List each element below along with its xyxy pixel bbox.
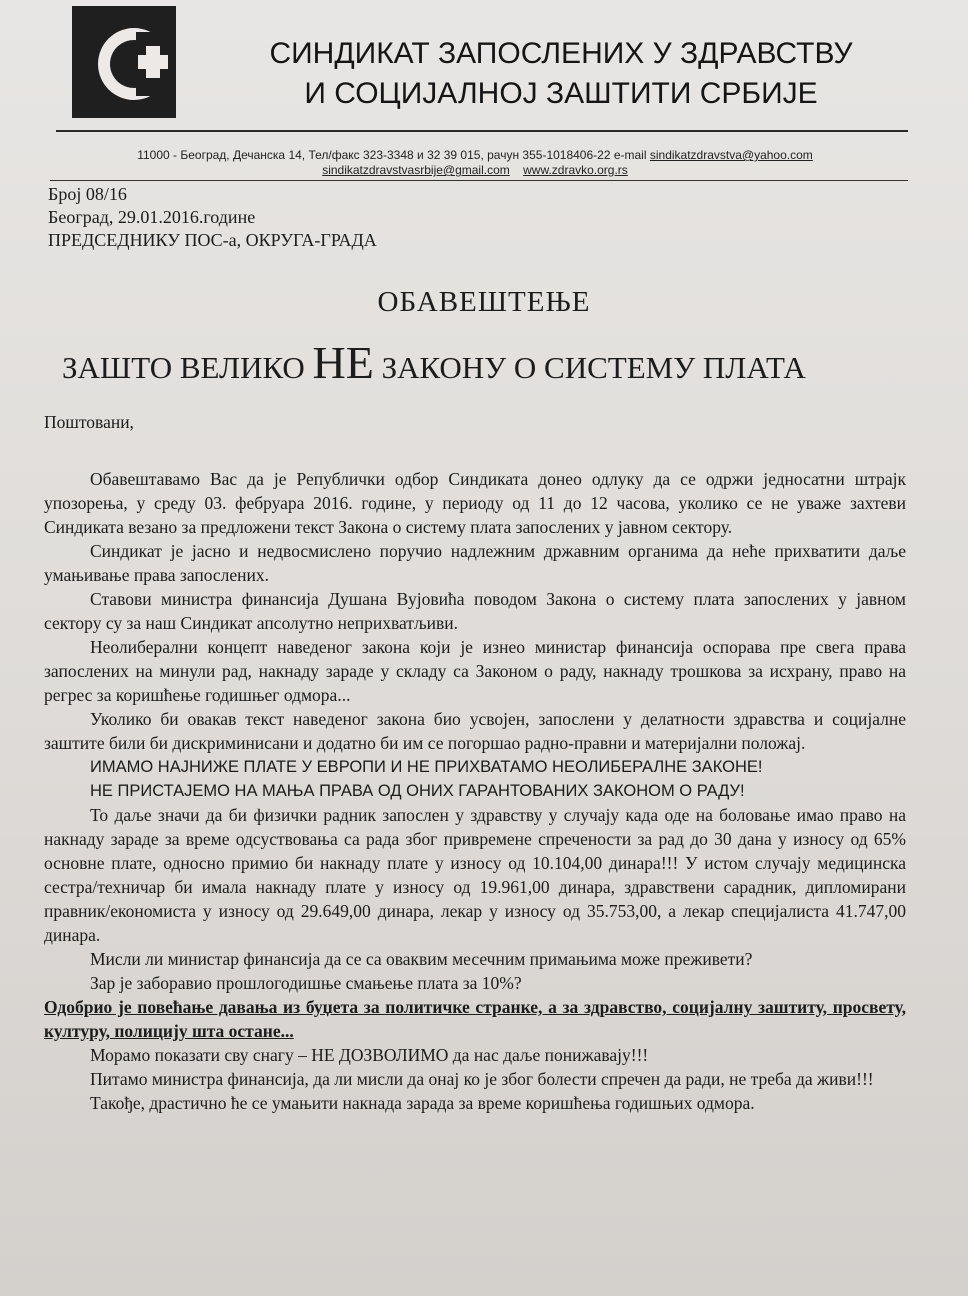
paragraph-7: Мисли ли министар финансија да се са оваквим месечним примањима може преживети? [90, 949, 753, 969]
paragraph-9-emphasis: Одобрио је повећање давања из буџета за политичке странке, а за здравство, социјалну заштиту, просвету, културу, полицију шта остане... [44, 997, 906, 1041]
paragraph-6: То даље значи да би физички радник запослен у здравству у случају када оде на боловање имао право на накнаду зараде за време одсуствовања са рада због привремене спречености за рад до 30 дана у износу од 65% основне плате, односно примио би накнаду плате у износу од 10.104,00 динара!!! У истом случају медицинска сестра/техничар би имала накнаду плате у износу од 19.961,00 динара, здравствени сарадник, дипломирани правник/економиста у износу од 29.649,00 динара, лекар у износу од 35.753,00, а лекар специјалиста 41.747,00 динара. [44, 805, 906, 945]
union-logo-icon [72, 6, 176, 118]
paragraph-11: Питамо министра финансија, да ли мисли да онај ко је због болести спречен да ради, не треба да живи!!! [90, 1069, 874, 1089]
organization-name [236, 34, 886, 114]
paragraph-3: Ставови министра финансија Душана Вујовића поводом Закона о систему плата запослених у јавном сектору су за наш Синдикат апсолутно неприхватљиви. [44, 589, 906, 633]
contact-address: 11000 - Београд, Дечанска 14, Тел/факс 323-3348 и 32 39 015, рачун 355-1018406-22 e-mail [137, 148, 647, 162]
greeting: Поштовани, [44, 412, 134, 432]
contact-divider [50, 180, 908, 181]
paragraph-5: Уколико би овакав текст наведеног закона био усвојен, запослени у делатности здравства и социјалне заштите били би дискриминисани и додатно би им се погоршао радно-правни и материјални положај. [44, 709, 906, 753]
paragraph-4: Неолиберални концепт наведеног закона који је изнео министар финансија оспорава пре свега права запослених на минули рад, накнаду зараде у складу са Законом о раду, накнаду трошкова за исхрану, право на регрес за коришћење годишњег одмора... [44, 637, 906, 705]
email-link-2[interactable]: sindikatzdravstvasrbije@gmail.com [322, 163, 510, 177]
paragraph-2: Синдикат је јасно и недвосмислено поручио надлежним државним органима да неће прихватити даље умањивање права запослених. [44, 541, 906, 585]
slogan-2: НЕ ПРИСТАЈЕМО НА МАЊА ПРАВА ОД ОНИХ ГАРАНТОВАНИХ ЗАКОНОМ О РАДУ! [90, 782, 745, 800]
paragraph-12: Такође, драстично ће се умањити накнада зарада за време коришћења годишњих одмора. [90, 1093, 755, 1113]
notice-title: ОБАВЕШТЕЊЕ [377, 286, 591, 318]
slogan-1: ИМАМО НАЈНИЖЕ ПЛАТЕ У ЕВРОПИ И НЕ ПРИХВАТАМО НЕОЛИБЕРАЛНЕ ЗАКОНЕ! [90, 758, 763, 776]
headline-part-1: ЗАШТО ВЕЛИКО [62, 350, 305, 385]
org-name-line-1: СИНДИКАТ ЗАПОСЛЕНИХ У ЗДРАВСТВУ [269, 37, 853, 70]
contact-info [40, 148, 910, 178]
email-link-1[interactable]: sindikatzdravstva@yahoo.com [649, 148, 813, 162]
paragraph-8: Зар је заборавио прошлогодишње смањење плата за 10%? [90, 973, 522, 993]
letter-meta [48, 183, 377, 252]
org-name-line-2: И СОЦИЈАЛНОЈ ЗАШТИТИ СРБИЈЕ [304, 77, 818, 110]
place-and-date: Београд, 29.01.2016.године [48, 207, 256, 227]
website-link[interactable]: www.zdravko.org.rs [523, 163, 628, 177]
headline [62, 336, 892, 389]
document-number: Број 08/16 [48, 184, 127, 204]
recipient: ПРЕДСЕДНИКУ ПОС-а, ОКРУГА-ГРАДА [48, 230, 377, 250]
paragraph-1: Обавештавамо Вас да је Републички одбор Синдиката донео одлуку да се одржи једносатни штрајк упозорења, у среду 03. фебруара 2016. године, у периоду од 11 до 12 часова, уколико се не уваже захтеви Синдиката везано за предложени текст Закона о систему плата запослених у јавном сектору. [44, 469, 906, 537]
headline-part-2: ЗАКОНУ О СИСТЕМУ ПЛАТА [381, 350, 806, 385]
headline-emphasis: НЕ [312, 337, 374, 388]
header-divider [56, 130, 908, 132]
paragraph-10: Морамо показати сву снагу – НЕ ДОЗВОЛИМО да нас даље понижавају!!! [90, 1045, 649, 1065]
letter-body [44, 410, 906, 1115]
